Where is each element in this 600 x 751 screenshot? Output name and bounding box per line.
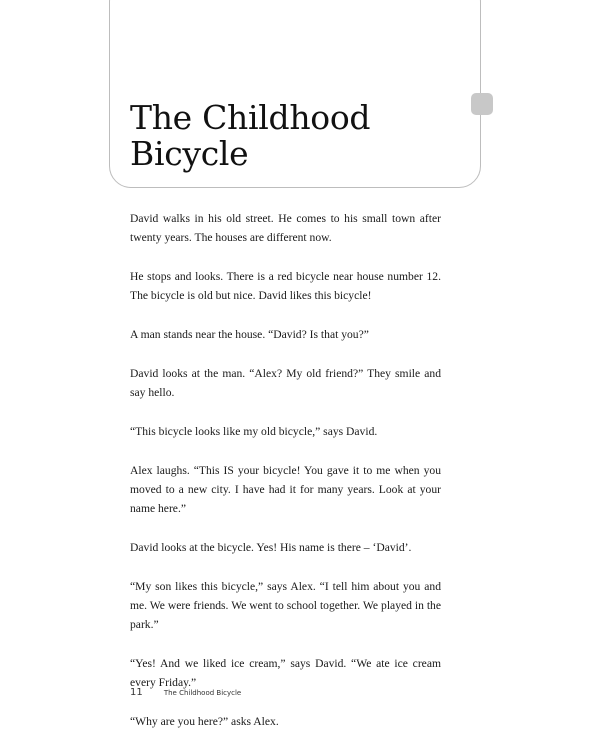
paragraph: “Why are you here?” asks Alex. [130,715,279,728]
paragraph: David looks at the man. “Alex? My old friend?” They smile and say hello. [130,367,441,399]
title-line-1: The Childhood [130,98,371,137]
paragraph: He stops and looks. There is a red bicycle near house number 12. The bicycle is old but nice. David likes this bicycle! [130,270,441,302]
page-number: 11 [130,687,143,698]
paragraph: “Yes! And we liked ice cream,” says David. “We ate ice cream every Friday.” [130,657,441,689]
paragraph: A man stands near the house. “David? Is that you?” [130,328,369,341]
running-title: The Childhood Bicycle [163,689,242,697]
paragraph: David looks at the bicycle. Yes! His name is there – ‘David’. [130,541,412,554]
title-line-2: Bicycle [130,134,249,173]
paragraph: Alex laughs. “This IS your bicycle! You gave it to me when you moved to a new city. I have had it for many years. Look at your name here.” [130,464,441,515]
paragraph: “This bicycle looks like my old bicycle,” says David. [130,425,378,438]
story-body [130,209,441,751]
page-footer [130,680,241,699]
paragraph: David walks in his old street. He comes to his small town after twenty years. The houses are different now. [130,212,441,244]
paragraph: “My son likes this bicycle,” says Alex. “I tell him about you and me. We were friends. We went to school together. We played in the park.” [130,580,441,631]
page-title [130,100,370,172]
chapter-tab-marker [471,93,493,115]
